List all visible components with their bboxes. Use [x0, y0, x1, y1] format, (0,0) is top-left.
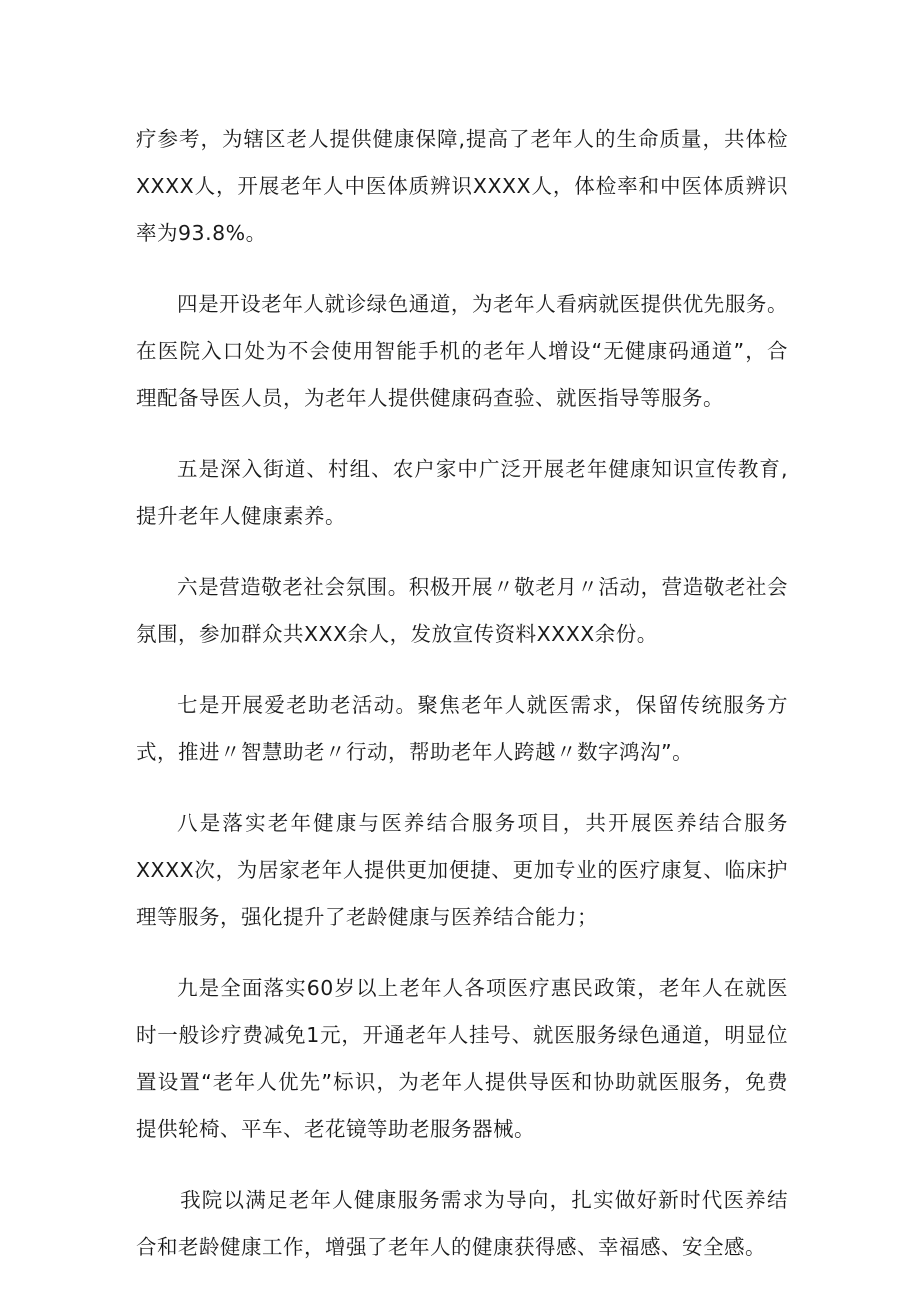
paragraph-digital-assistance: 七是开展爱老助老活动。聚焦老年人就医需求，保留传统服务方式，推进〃智慧助老〃行动，帮助老年人跨越〃数字鸿沟”。 — [136, 693, 788, 764]
paragraph-green-channel: 四是开设老年人就诊绿色通道，为老年人看病就医提供优先服务。在医院入口处为不会使用智能手机的老年人增设“无健康码通道”，合理配备导医人员，为老年人提供健康码查验、就医指导等服务。 — [136, 292, 788, 410]
paragraph-medical-care-integration: 八是落实老年健康与医养结合服务项目，共开展医养结合服务XXXX次，为居家老年人提供更加便捷、更加专业的医疗康复、临床护理等服务，强化提升了老龄健康与医养结合能力； — [136, 811, 788, 929]
document-body — [136, 116, 788, 1295]
paragraph-physical-exam-summary: 疗参考，为辖区老人提供健康保障,提高了老年人的生命质量，共体检XXXX人，开展老年人中医体质辨识XXXX人，体检率和中医体质辨识率为93.8%。 — [136, 127, 788, 245]
paragraph-conclusion: 我院以满足老年人健康服务需求为导向，扎实做好新时代医养结合和老龄健康工作，增强了老年人的健康获得感、幸福感、安全感。 — [136, 1188, 788, 1259]
paragraph-respect-elderly-month: 六是营造敬老社会氛围。积极开展〃敬老月〃活动，营造敬老社会氛围，参加群众共XXX余人，发放宣传资料XXXX余份。 — [136, 575, 788, 646]
paragraph-health-education: 五是深入街道、村组、农户家中广泛开展老年健康知识宣传教育,提升老年人健康素养。 — [136, 457, 788, 528]
paragraph-preferential-policies: 九是全面落实60岁以上老年人各项医疗惠民政策，老年人在就医时一般诊疗费减免1元，开通老年人挂号、就医服务绿色通道，明显位置设置“老年人优先”标识，为老年人提供导医和协助就医服务，免费提供轮椅、平车、老花镜等助老服务器械。 — [136, 976, 788, 1141]
